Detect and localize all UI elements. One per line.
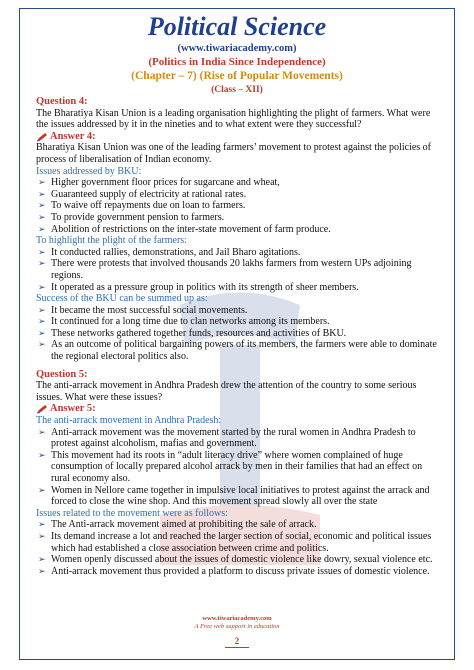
footer-tagline: A Free web support in education bbox=[194, 623, 280, 630]
list-item: ➢ To provide government pension to farmers. bbox=[38, 211, 225, 223]
list-item: ➢ These networks gathered together funds, resources and activities of BKU. bbox=[38, 327, 347, 339]
header-site: (www.tiwariacademy.com) bbox=[177, 43, 297, 54]
pen-icon bbox=[36, 404, 48, 414]
arrow-bullet-icon: ➢ bbox=[38, 327, 46, 338]
arrow-bullet-icon: ➢ bbox=[38, 188, 46, 199]
arrow-bullet-icon: ➢ bbox=[38, 449, 46, 460]
arrow-bullet-icon: ➢ bbox=[38, 554, 46, 565]
arrow-bullet-icon: ➢ bbox=[38, 339, 46, 350]
answer-5-heading: Answer 5: bbox=[50, 403, 96, 415]
list-item: ➢ Higher government floor prices for sugarcane and wheat, bbox=[38, 177, 280, 189]
question-4-text: The Bharatiya Kisan Union is a leading organisation highlighting the plight of farmers. What were the issues addressed by it in the nineties and to what extent were they successful? bbox=[36, 107, 431, 131]
question-5-text: The anti-arrack movement in Andhra Pradesh drew the attention of the country to some serious issues. What were these issues? bbox=[36, 380, 417, 403]
page-number: 2 bbox=[234, 636, 240, 646]
arrow-bullet-icon: ➢ bbox=[38, 519, 46, 530]
list-issues-movement bbox=[36, 519, 440, 577]
section-success-bku: Success of the BKU can be summed up as: bbox=[36, 293, 208, 305]
list-item: ➢ There were protests that involved thousands 20 lakhs farmers from western UPs adjoining regions. bbox=[38, 258, 412, 281]
list-item: ➢ It became the most successful social movements. bbox=[38, 304, 248, 316]
arrow-bullet-icon: ➢ bbox=[38, 530, 46, 541]
arrow-bullet-icon: ➢ bbox=[38, 246, 46, 257]
answer-5-heading-row bbox=[36, 403, 440, 415]
arrow-bullet-icon: ➢ bbox=[38, 211, 46, 222]
arrow-bullet-icon: ➢ bbox=[38, 223, 46, 234]
list-item: ➢ Guaranteed supply of electricity at rational rates. bbox=[38, 188, 247, 200]
list-plight-farmers bbox=[36, 247, 440, 293]
list-item: ➢ Its demand increase a lot and reached the larger section of social, economic and political issues which had established a close association between crime and politics. bbox=[38, 530, 432, 554]
question-5-heading: Question 5: bbox=[36, 368, 88, 380]
list-item: ➢ Women openly discussed about the issues of domestic violence like dowry, sexual violence etc. bbox=[38, 554, 433, 566]
list-item: ➢ The Anti-arrack movement aimed at prohibiting the sale of arrack. bbox=[38, 519, 317, 531]
header-chapter: (Chapter – 7) (Rise of Popular Movements) bbox=[131, 70, 343, 82]
arrow-bullet-icon: ➢ bbox=[38, 426, 46, 437]
section-anti-arrack: The anti-arrack movement in Andhra Pradesh: bbox=[36, 415, 222, 427]
list-anti-arrack bbox=[36, 427, 440, 508]
list-success-bku bbox=[36, 305, 440, 363]
page-number-underline bbox=[225, 647, 249, 648]
arrow-bullet-icon: ➢ bbox=[38, 200, 46, 211]
arrow-bullet-icon: ➢ bbox=[38, 258, 46, 269]
list-item: ➢ It conducted rallies, demonstrations, and Jail Bharo agitations. bbox=[38, 246, 301, 258]
list-item: ➢ Anti-arrack movement thus provided a platform to discuss private issues of domestic violence. bbox=[38, 565, 430, 577]
arrow-bullet-icon: ➢ bbox=[38, 484, 46, 495]
list-item: ➢ Anti-arrack movement was the movement started by the rural women in Andhra Pradesh to protest against alcoholism, mafias and government. bbox=[38, 426, 416, 450]
answer-4-heading-row bbox=[36, 131, 440, 143]
list-issues-bku bbox=[36, 177, 440, 235]
answer-4-heading: Answer 4: bbox=[50, 130, 96, 142]
list-item: ➢ This movement had its roots in “adult literacy drive” where women complained of huge consumption of locally prepared alcohol arrack by men in their families that had an effect on rural economy also. bbox=[38, 449, 423, 484]
list-item: ➢ As an outcome of political bargaining powers of its members, the farmers were able to dominate the regional electoral politics also. bbox=[38, 339, 437, 363]
list-item: ➢ It continued for a long time due to clan networks among its members. bbox=[38, 316, 330, 328]
answer-4-text: Bharatiya Kisan Union was one of the leading farmers’ movement to protest against the policies of process of liberalisation of Indian economy. bbox=[36, 142, 431, 165]
arrow-bullet-icon: ➢ bbox=[38, 316, 46, 327]
list-item: ➢ Women in Nellore came together in impulsive local initiatives to protest against the arrack and forced to close the wine shop. And this movement spread slowly all over the state bbox=[38, 484, 430, 508]
section-issues-bku: Issues addressed by BKU: bbox=[36, 165, 142, 177]
list-item: ➢ To waive off repayments due on loan to farmers. bbox=[38, 200, 246, 212]
list-item: ➢ It operated as a pressure group in politics with its strength of sheer members. bbox=[38, 281, 359, 293]
arrow-bullet-icon: ➢ bbox=[38, 177, 46, 188]
question-4-heading: Question 4: bbox=[36, 96, 88, 107]
arrow-bullet-icon: ➢ bbox=[38, 281, 46, 292]
arrow-bullet-icon: ➢ bbox=[38, 304, 46, 315]
pen-icon bbox=[36, 132, 48, 142]
arrow-bullet-icon: ➢ bbox=[38, 565, 46, 576]
list-item: ➢ Abolition of restrictions on the inter-state movement of farm produce. bbox=[38, 223, 331, 235]
page-content bbox=[36, 96, 440, 577]
section-plight-farmers: To highlight the plight of the farmers: bbox=[36, 235, 187, 247]
page-footer bbox=[0, 615, 474, 631]
section-issues-movement: Issues related to the movement were as follows: bbox=[36, 507, 228, 519]
header-subject: (Politics in India Since Independence) bbox=[148, 56, 326, 68]
page-title: Political Science bbox=[147, 12, 327, 41]
footer-site-link[interactable]: www.tiwariacademy.com bbox=[202, 615, 272, 622]
page-header bbox=[0, 12, 474, 97]
header-class: (Class – XII) bbox=[211, 85, 263, 95]
